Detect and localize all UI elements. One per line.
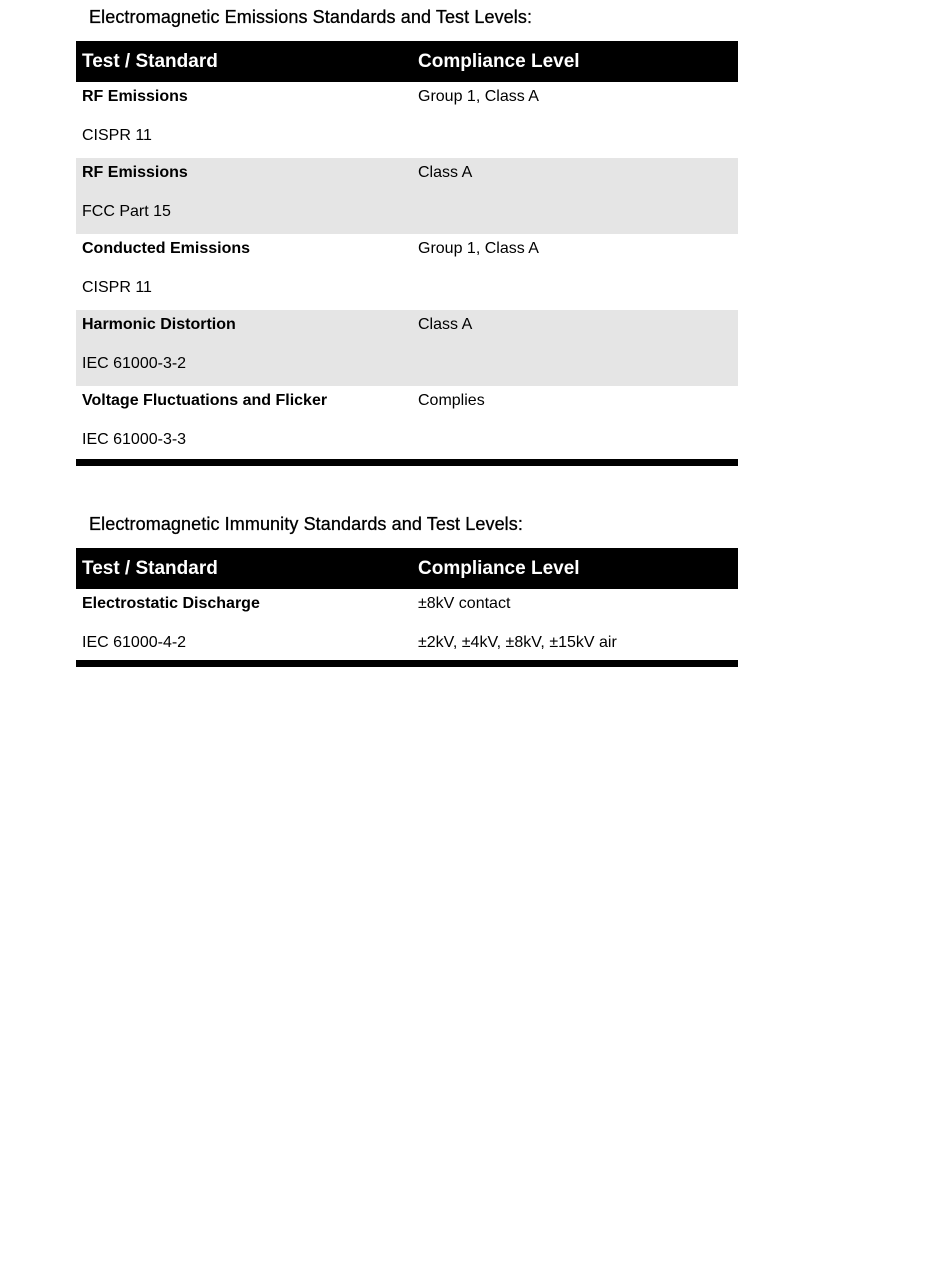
test-standard: IEC 61000-3-2 [82,355,187,372]
table-header-row [76,41,738,82]
test-name: Voltage Fluctuations and Flicker [82,392,328,409]
test-name: Harmonic Distortion [82,316,236,333]
table-bottom-rule [76,459,738,466]
compliance-level: Complies [418,392,485,409]
compliance-level-secondary: ±2kV, ±4kV, ±8kV, ±15kV air [418,634,617,651]
test-standard: CISPR 11 [82,279,152,296]
immunity-table [76,548,738,665]
test-standard: FCC Part 15 [82,203,171,220]
header-compliance-level: Compliance Level [412,548,738,589]
compliance-level: ±8kV contact [418,595,511,612]
header-test-standard: Test / Standard [76,41,412,82]
compliance-level: Group 1, Class A [418,88,539,105]
header-test-standard: Test / Standard [76,548,412,589]
table-row [76,386,738,462]
table-row [76,234,738,310]
compliance-level: Class A [418,316,473,333]
table-bottom-rule [76,660,738,667]
test-name: RF Emissions [82,88,188,105]
table-row [76,82,738,158]
test-name: Conducted Emissions [82,240,251,257]
test-standard: IEC 61000-3-3 [82,431,187,448]
table-row [76,158,738,234]
test-standard: IEC 61000-4-2 [82,634,187,651]
header-compliance-level: Compliance Level [412,41,738,82]
emissions-section-title: Electromagnetic Emissions Standards and Test Levels: [89,7,533,27]
emissions-table [76,41,738,462]
compliance-level: Group 1, Class A [418,240,539,257]
immunity-section-title: Electromagnetic Immunity Standards and Test Levels: [89,514,523,534]
test-standard: CISPR 11 [82,127,152,144]
test-name: Electrostatic Discharge [82,595,260,612]
table-row [76,310,738,386]
test-name: RF Emissions [82,164,188,181]
table-header-row [76,548,738,589]
table-row [76,589,738,665]
compliance-level: Class A [418,164,473,181]
